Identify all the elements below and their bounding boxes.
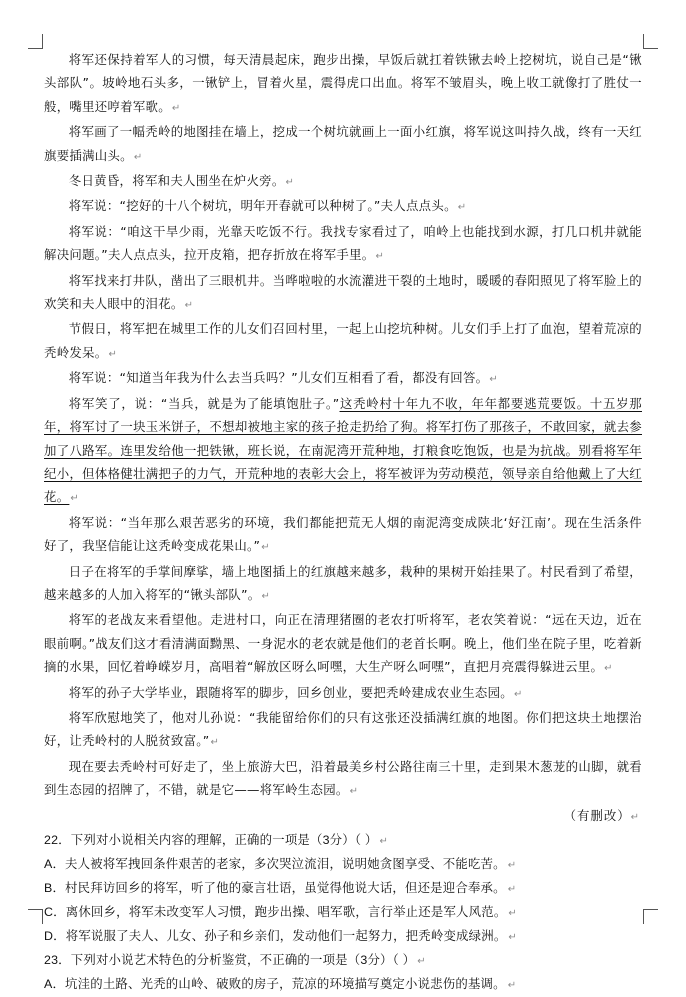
- paragraph-mark: ↵: [513, 688, 523, 700]
- story-paragraph-2: [44, 120, 642, 169]
- paragraph-mark: ↵: [507, 980, 517, 991]
- story-paragraph-4: [44, 194, 642, 219]
- paragraph-mark: ↵: [489, 374, 499, 386]
- paragraph-mark: ↵: [604, 663, 613, 675]
- crop-mark-bottom-right: [643, 909, 658, 924]
- paragraph-mark: ↵: [379, 836, 389, 847]
- story-paragraph-9: [44, 392, 642, 511]
- paragraph-mark: ↵: [349, 786, 359, 798]
- document-page: [44, 48, 642, 997]
- option-text: C．离休回乡，将军未改变军人习惯，跑步出操、唱军歌，言行举止还是军人风范。: [44, 905, 507, 919]
- question-22-option-a: [44, 853, 642, 877]
- paragraph-text: 节假日，将军把在城里工作的儿女们召回村里，一起上山挖坑种树。儿女们手上打了血泡，望着荒凉的秃岭发呆。: [44, 321, 642, 360]
- crop-mark-top-right: [643, 34, 658, 49]
- paragraph-mark: ↵: [108, 348, 118, 360]
- question-22-option-c: [44, 901, 642, 925]
- paragraph-text: 将军找来打井队，凿出了三眼机井。当哗啦啦的水流灌进干裂的土地时，暖暖的春阳照见了将军脸上的欢笑和夫人眼中的泪花。: [44, 272, 642, 312]
- paragraph-text: 现在要去秃岭村可好走了，坐上旅游大巴，沿着最美乡村公路往南三十里，走到果木葱茏的山脚，就看到生态园的招牌了，不错，就是它——将军岭生态园。: [44, 758, 642, 798]
- story-paragraph-15: [44, 755, 642, 804]
- paragraph-mark: ↵: [417, 956, 426, 967]
- paragraph-mark: ↵: [70, 493, 80, 505]
- paragraph-mark: ↵: [630, 811, 640, 823]
- paragraph-mark: ↵: [508, 908, 518, 919]
- question-23-option-a: [44, 973, 642, 997]
- paragraph-mark: ↵: [184, 300, 194, 312]
- paragraph-text: 将军的老战友来看望他。走进村口，向正在清理猪圈的老农打听将军，老农笑着说：“远在天边，近在眼前啊。”战友们这才看清满面黝黑、一身泥水的老农就是他们的老首长啊。晚上，他们坐在院子里，吃着新摘的水果，回忆着峥嵘岁月，高唱着“解放区呀么呵嘿，大生产呀么呵嘿”，直把月亮震得躲进云里。: [44, 612, 642, 675]
- paragraph-mark: ↵: [210, 737, 220, 749]
- paragraph-text: 冬日黄昏，将军和夫人围坐在炉火旁。: [68, 173, 285, 189]
- question-title-text: 22．下列对小说相关内容的理解，正确的一项是（3分）（ ）: [44, 833, 378, 847]
- option-text: A．夫人被将军拽回条件艰苦的老家，多次哭泣流泪，说明她贪图享受、不能吃苦。: [44, 857, 506, 871]
- question-22-option-b: [44, 877, 642, 901]
- story-paragraph-7: [44, 317, 642, 366]
- story-paragraph-11: [44, 560, 642, 609]
- paragraph-mark: ↵: [261, 590, 271, 602]
- source-note: [44, 804, 642, 829]
- paragraph-mark: ↵: [133, 151, 143, 163]
- option-text: A．坑洼的土路、光秃的山岭、破败的房子，荒凉的环境描写奠定小说悲伤的基调。: [44, 977, 506, 991]
- paragraph-text: 将军的孙子大学毕业，跟随将军的脚步，回乡创业，要把秃岭建成农业生态园。: [68, 684, 513, 700]
- paragraph-mark: ↵: [457, 202, 467, 214]
- story-paragraph-3: [44, 169, 642, 194]
- source-note-text: （有删改）: [563, 807, 631, 823]
- story-paragraph-8: [44, 366, 642, 391]
- paragraph-text: 将军还保持着军人的习惯，每天清晨起床，跑步出操，早饭后就扛着铁锹去岭上挖树坑，说自己是“锹头部队”。坡岭地石头多，一锹铲上，冒着火星，震得虎口出血。将军不皱眉头，晚上收工就像打了胜仗一般，嘴里还哼着军歌。: [44, 52, 642, 114]
- question-23-title: [44, 949, 642, 973]
- paragraph-mark: ↵: [508, 932, 518, 943]
- story-paragraph-14: [44, 706, 642, 755]
- paragraph-mark: ↵: [285, 177, 295, 189]
- option-text: D．将军说服了夫人、儿女、孙子和乡亲们，发动他们一起努力，把秃岭变成绿洲。: [44, 929, 507, 943]
- paragraph-mark: ↵: [507, 884, 517, 895]
- question-title-text: 23．下列对小说艺术特色的分析鉴赏，不正确的一项是（3分）（ ）: [44, 953, 416, 967]
- question-22-title: [44, 829, 642, 853]
- story-paragraph-5: [44, 220, 642, 269]
- story-paragraph-1: [44, 48, 642, 120]
- story-paragraph-12: [44, 608, 642, 680]
- option-text: B．村民拜访回乡的将军，听了他的豪言壮语，虽觉得他说大话，但还是迎合奉承。: [44, 881, 506, 895]
- paragraph-mark: ↵: [171, 102, 181, 114]
- paragraph-text: 将军画了一幅秃岭的地图挂在墙上，挖成一个树坑就画上一面小红旗，将军说这叫持久战，终有一天红旗要插满山头。: [44, 124, 642, 163]
- story-paragraph-6: [44, 269, 642, 318]
- paragraph-text: 将军笑了，说：“当兵，就是为了能填饱肚子。”: [68, 395, 340, 411]
- paragraph-mark: ↵: [375, 251, 385, 263]
- crop-mark-bottom-left: [28, 909, 43, 924]
- paragraph-text: 将军说：“挖好的十八个树坑，明年开春就可以种树了。”夫人点点头。: [68, 198, 457, 214]
- crop-mark-top-left: [28, 34, 43, 49]
- question-22-option-d: [44, 925, 642, 949]
- paragraph-text: 日子在将军的手掌间摩挲，墙上地图插上的红旗越来越多，栽种的果树开始挂果了。村民看到了希望，越来越多的人加入将军的“锹头部队”。: [44, 563, 642, 602]
- paragraph-text: 将军说：“咱这干旱少雨，光靠天吃饭不行。我找专家看过了，咱岭上也能找到水源，打几口机井就能解决问题。”夫人点点头，拉开皮箱，把存折放在将军手里。: [44, 223, 642, 263]
- paragraph-text: 将军欣慰地笑了，他对儿孙说：“我能留给你们的只有这张还没插满红旗的地图。你们把这块土地摆治好，让秃岭村的人脱贫致富。”: [44, 709, 642, 749]
- paragraph-mark: ↵: [261, 542, 270, 554]
- story-paragraph-10: [44, 511, 642, 560]
- paragraph-mark: ↵: [507, 860, 517, 871]
- underlined-passage: 这秃岭村十年九不收，年年都要逃荒要饭。十五岁那年，将军讨了一块玉米饼子，不想却被地主家的孩子抢走扔给了狗。将军打伤了那孩子，不敢回家，就去参加了八路军。连里发给他一把铁锹，班长说，在南泥湾开荒种地，打粮食吃饱饭，也是为抗战。别看将军年纪小，但体格健壮满把子的力气，开荒种地的表彰大会上，将军被评为劳动模范，领导亲自给他戴上了大红花。: [44, 395, 642, 505]
- paragraph-text: 将军说：“当年那么艰苦恶劣的环境，我们都能把荒无人烟的南泥湾变成陕北‘好江南’。现在生活条件好了，我坚信能让这秃岭变成花果山。”: [44, 514, 642, 554]
- story-paragraph-13: [44, 681, 642, 706]
- paragraph-text: 将军说：“知道当年我为什么去当兵吗？”儿女们互相看了看，都没有回答。: [68, 370, 489, 386]
